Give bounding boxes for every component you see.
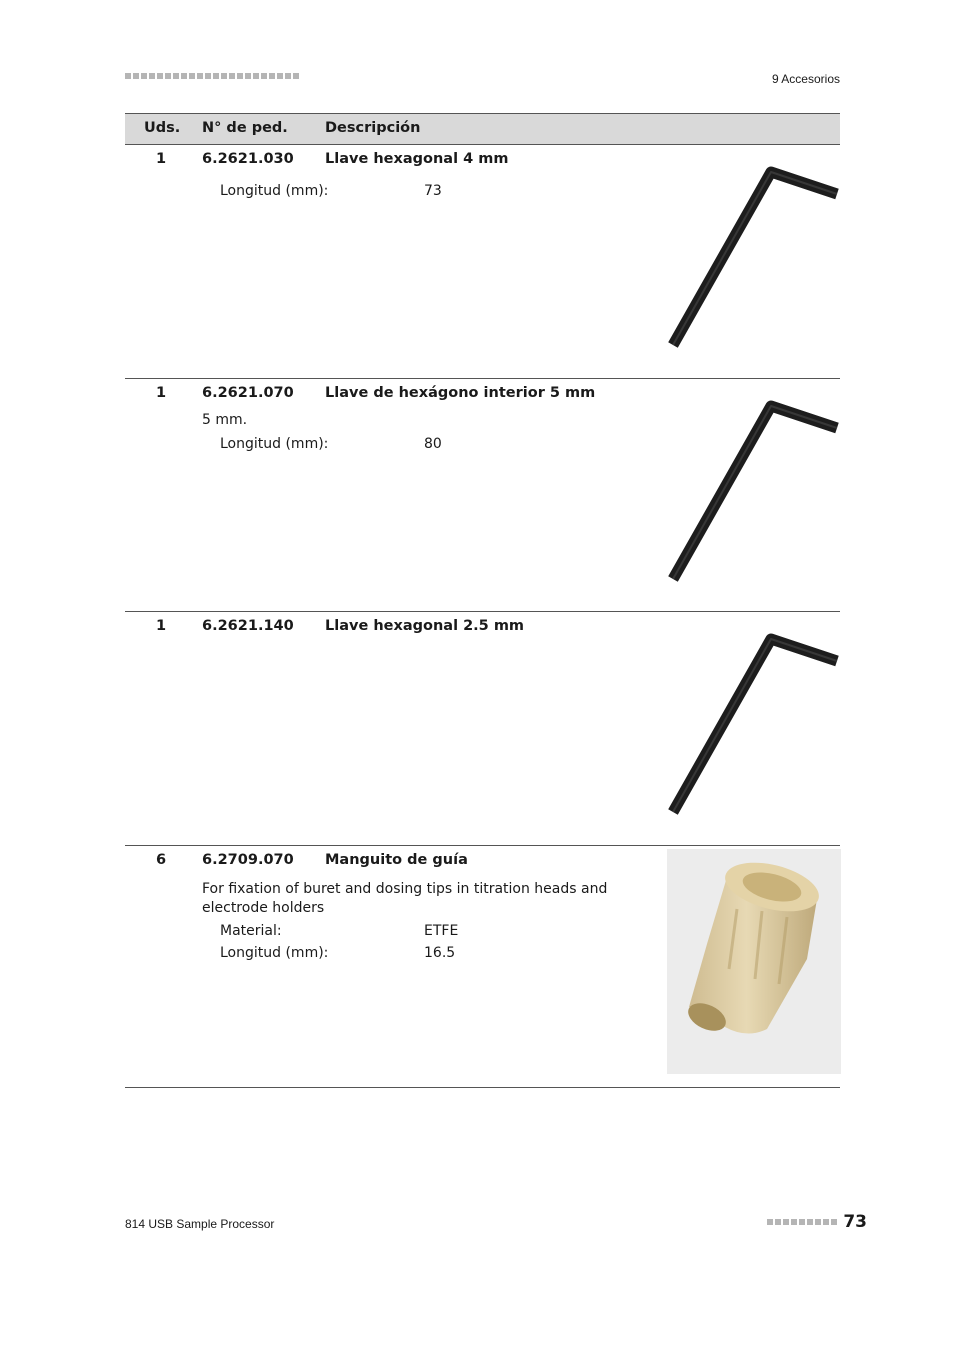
- table-row: [125, 612, 840, 846]
- header-decoration: [125, 73, 299, 79]
- prop-value: 16.5: [424, 945, 456, 961]
- table-header: [125, 113, 840, 145]
- row-title: Llave de hexágono interior 5 mm: [325, 385, 596, 401]
- row-title: Manguito de guía: [325, 852, 468, 868]
- hex-key-image: [667, 627, 842, 817]
- row-order-no: 6.2621.140: [202, 618, 294, 634]
- row-qty: 1: [156, 151, 167, 167]
- footer-page: [767, 1212, 867, 1232]
- row-qty: 1: [156, 618, 167, 634]
- prop-value: ETFE: [424, 923, 459, 939]
- footer-decoration: [767, 1219, 837, 1225]
- prop-value: 73: [424, 183, 442, 199]
- column-header-qty: Uds.: [144, 120, 181, 136]
- prop-value: 80: [424, 436, 442, 452]
- accessories-table: [125, 113, 840, 1088]
- page-number: 73: [843, 1212, 867, 1232]
- table-row: [125, 846, 840, 1088]
- column-header-order-no: N° de ped.: [202, 120, 288, 136]
- prop-label: Longitud (mm):: [220, 945, 329, 961]
- row-title: Llave hexagonal 2.5 mm: [325, 618, 525, 634]
- guide-sleeve-image: [667, 849, 841, 1074]
- hex-key-image: [667, 394, 842, 584]
- prop-label: Longitud (mm):: [220, 183, 329, 199]
- row-note: For fixation of buret and dosing tips in titration heads and electrode holders: [202, 881, 608, 916]
- footer-title: 814 USB Sample Processor: [125, 1217, 275, 1231]
- row-title: Llave hexagonal 4 mm: [325, 151, 509, 167]
- row-order-no: 6.2709.070: [202, 852, 294, 868]
- prop-label: Longitud (mm):: [220, 436, 329, 452]
- row-qty: 1: [156, 385, 167, 401]
- row-order-no: 6.2621.030: [202, 151, 294, 167]
- row-qty: 6: [156, 852, 167, 868]
- column-header-description: Descripción: [325, 120, 421, 136]
- row-note: 5 mm.: [202, 412, 248, 428]
- hex-key-image: [667, 160, 842, 350]
- table-row: [125, 145, 840, 379]
- prop-label: Material:: [220, 923, 282, 939]
- table-row: [125, 379, 840, 612]
- row-order-no: 6.2621.070: [202, 385, 294, 401]
- section-title: 9 Accesorios: [771, 72, 840, 86]
